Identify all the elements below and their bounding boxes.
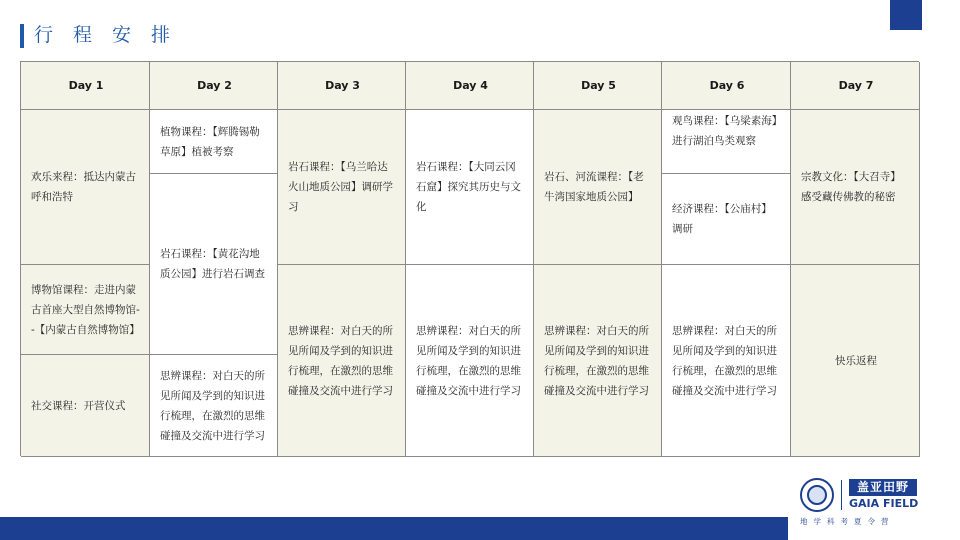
day-header-1: Day 1 bbox=[21, 62, 150, 110]
day7-activity-return: 快乐返程 bbox=[791, 265, 920, 457]
day-header-3: Day 3 bbox=[278, 62, 406, 110]
logo-slogan: 地学科考夏令营 bbox=[800, 517, 895, 526]
day4-activity-grottoes: 岩石课程：【大同云冈石窟】探究其历史与文化 bbox=[406, 110, 534, 265]
day2-activity-reflection: 思辨课程：对白天的所见所闻及学到的知识进行梳理，在激烈的思维碰撞及交流中进行学习 bbox=[150, 355, 278, 457]
day4-activity-reflection: 思辨课程：对白天的所见所闻及学到的知识进行梳理，在激烈的思维碰撞及交流中进行学习 bbox=[406, 265, 534, 457]
gaia-field-logo bbox=[798, 476, 920, 530]
day-header-4: Day 4 bbox=[406, 62, 534, 110]
schedule-table bbox=[20, 61, 919, 456]
logo-divider bbox=[841, 480, 842, 510]
day-header-6: Day 6 bbox=[662, 62, 791, 110]
day-header-5: Day 5 bbox=[534, 62, 662, 110]
day-header-2: Day 2 bbox=[150, 62, 278, 110]
day1-activity-arrival: 欢乐来程：抵达内蒙古呼和浩特 bbox=[21, 110, 150, 265]
day1-activity-museum: 博物馆课程：走进内蒙古首座大型自然博物馆--【内蒙古自然博物馆】 bbox=[21, 265, 150, 355]
title-accent-bar bbox=[20, 24, 24, 48]
day3-activity-reflection: 思辨课程：对白天的所见所闻及学到的知识进行梳理，在激烈的思维碰撞及交流中进行学习 bbox=[278, 265, 406, 457]
logo-chinese-name: 盖亚田野 bbox=[849, 479, 917, 496]
footer-band bbox=[0, 517, 788, 540]
logo-english-name: GAIA FIELD bbox=[849, 497, 919, 510]
day6-activity-birdwatching: 观鸟课程：【乌梁素海】进行湖泊鸟类观察 bbox=[662, 110, 791, 174]
logo-seal-center bbox=[807, 485, 827, 505]
day3-activity-volcano: 岩石课程：【乌兰哈达火山地质公园】调研学习 bbox=[278, 110, 406, 265]
day5-activity-reflection: 思辨课程：对白天的所见所闻及学到的知识进行梳理，在激烈的思维碰撞及交流中进行学习 bbox=[534, 265, 662, 457]
corner-tab-decoration bbox=[890, 0, 922, 30]
day-header-7: Day 7 bbox=[791, 62, 920, 110]
day7-activity-temple: 宗教文化：【大召寺】感受藏传佛教的秘密 bbox=[791, 110, 920, 265]
day5-activity-geopark: 岩石、河流课程：【老牛湾国家地质公园】 bbox=[534, 110, 662, 265]
page-title: 行程安排 bbox=[34, 24, 191, 46]
day2-activity-plants: 植物课程：【辉腾锡勒草原】植被考察 bbox=[150, 110, 278, 174]
day1-activity-opening: 社交课程：开营仪式 bbox=[21, 355, 150, 457]
logo-seal-icon bbox=[800, 478, 834, 512]
day6-activity-reflection: 思辨课程：对白天的所见所闻及学到的知识进行梳理，在激烈的思维碰撞及交流中进行学习 bbox=[662, 265, 791, 457]
day2-activity-rocks: 岩石课程：【黄花沟地质公园】进行岩石调查 bbox=[150, 174, 278, 355]
day6-activity-village: 经济课程：【公庙村】调研 bbox=[662, 174, 791, 265]
